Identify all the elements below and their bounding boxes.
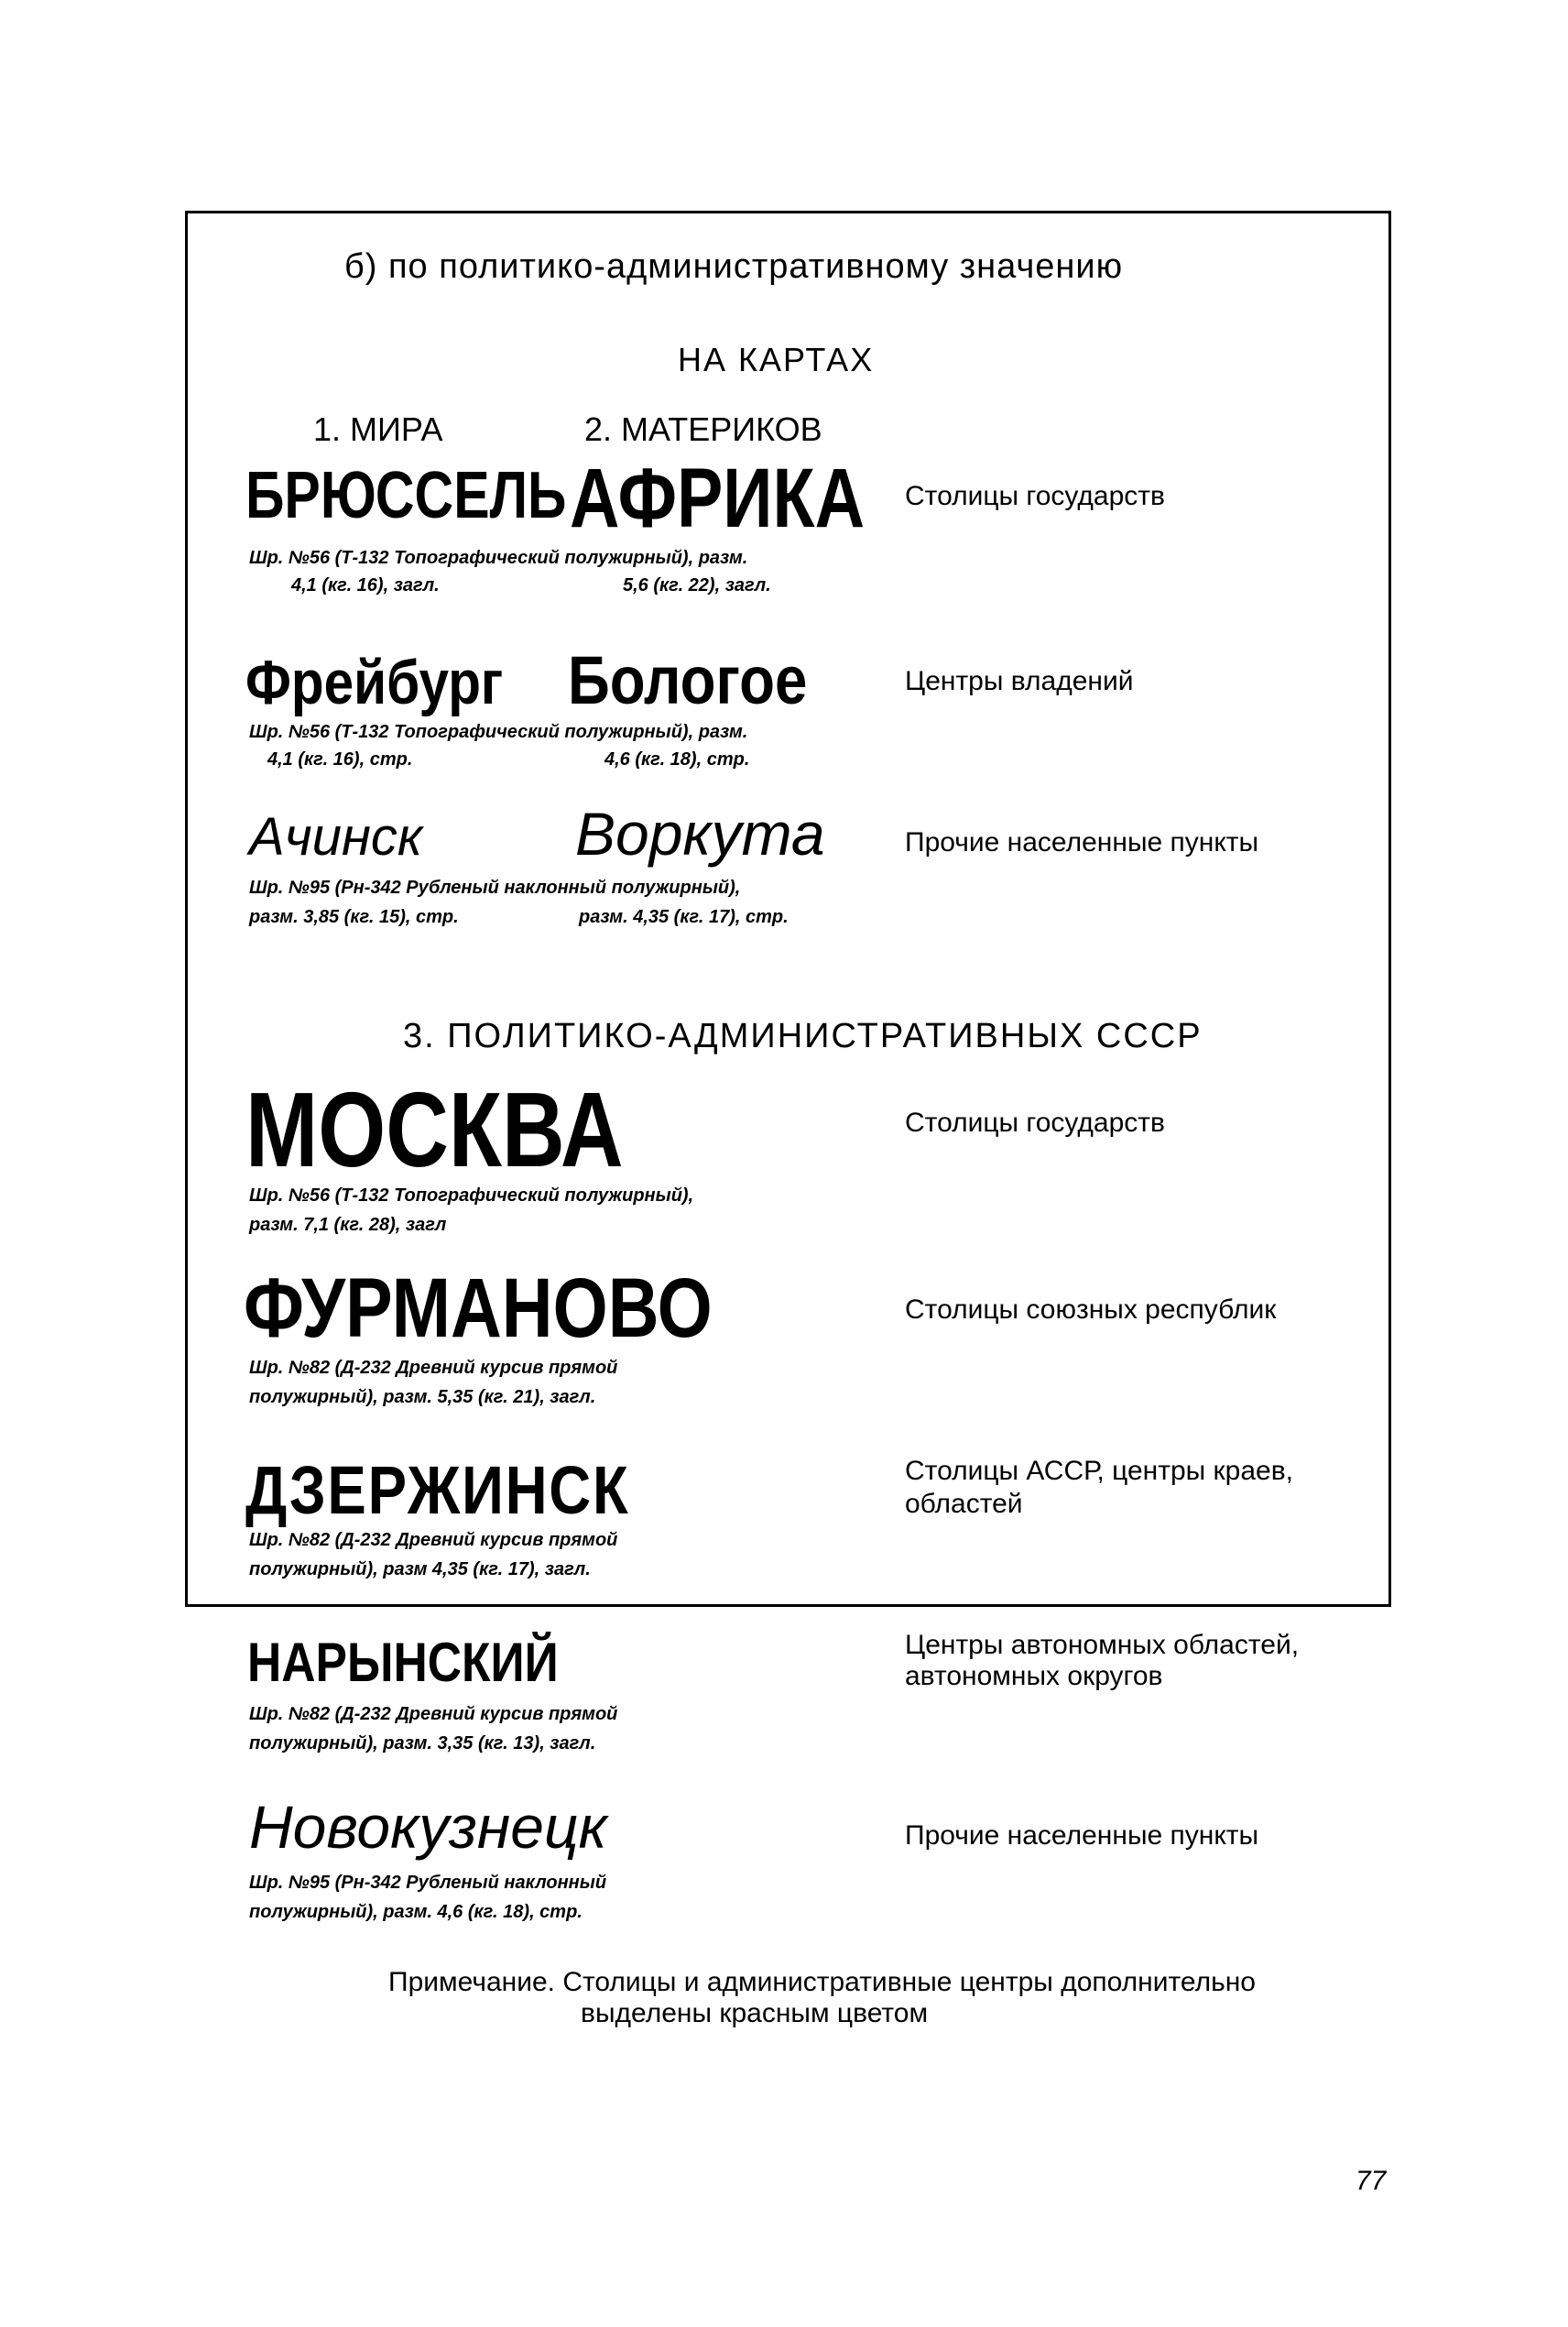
spec-world-row-3-b: разм. 4,35 (кг. 17), стр.	[579, 907, 789, 927]
section-title: б) по политико-административному значению	[344, 247, 1124, 286]
desc-world-row-2: Центры владений	[905, 666, 1134, 696]
sample-achinsk: Ачинск	[249, 807, 423, 867]
spec-ussr-row-4-line1: Шр. №82 (Д-232 Древний курсив прямой	[249, 1704, 618, 1724]
sample-furmanovo: ФУРМАНОВО	[244, 1262, 713, 1355]
sample-moskva: МОСКВА	[245, 1070, 624, 1189]
sample-freiburg: Фрейбург	[245, 648, 504, 717]
desc-ussr-row-5: Прочие населенные пункты	[905, 1820, 1259, 1851]
spec-ussr-row-5-line2: полужирный), разм. 4,6 (кг. 18), стр.	[249, 1902, 583, 1922]
sample-narynsky: НАРЫНСКИЙ	[247, 1632, 559, 1693]
ussr-heading: 3. ПОЛИТИКО-АДМИНИСТРАТИВНЫХ СССР	[403, 1017, 1203, 1055]
sample-vorkuta: Воркута	[575, 800, 825, 868]
desc-ussr-row-3-line2: областей	[905, 1489, 1023, 1519]
desc-ussr-row-1: Столицы государств	[905, 1108, 1165, 1138]
column-heading-world: 1. МИРА	[313, 410, 443, 448]
sample-bryussel: БРЮССЕЛЬ	[245, 459, 567, 532]
desc-ussr-row-4-line1: Центры автономных областей,	[905, 1630, 1300, 1660]
desc-ussr-row-4-line2: автономных округов	[905, 1661, 1163, 1691]
spec-world-row-2-a: 4,1 (кг. 16), стр.	[267, 749, 413, 770]
spec-ussr-row-3-line1: Шр. №82 (Д-232 Древний курсив прямой	[249, 1530, 618, 1550]
spec-ussr-row-2-line2: полужирный), разм. 5,35 (кг. 21), загл.	[249, 1387, 596, 1407]
sample-bologoe: Бологое	[568, 642, 808, 718]
desc-world-row-1: Столицы государств	[905, 481, 1165, 511]
spec-world-row-2: Шр. №56 (Т-132 Топографический полужирный), разм.	[249, 722, 748, 742]
spec-world-row-1-a: 4,1 (кг. 16), загл.	[291, 575, 440, 595]
spec-ussr-row-4-line2: полужирный), разм. 3,35 (кг. 13), загл.	[249, 1733, 596, 1753]
spec-ussr-row-3-line2: полужирный), разм 4,35 (кг. 17), загл.	[249, 1559, 591, 1579]
column-heading-continents: 2. МАТЕРИКОВ	[584, 410, 822, 448]
on-maps-heading: НА КАРТАХ	[678, 341, 875, 378]
spec-ussr-row-5-line1: Шр. №95 (Рн-342 Рубленый наклонный	[249, 1873, 607, 1893]
spec-world-row-3: Шр. №95 (Рн-342 Рубленый наклонный полужирный),	[249, 878, 741, 898]
note-line-2: выделены красным цветом	[581, 1998, 929, 2028]
spec-world-row-1-b: 5,6 (кг. 22), загл.	[623, 575, 771, 595]
spec-world-row-1: Шр. №56 (Т-132 Топографический полужирный), разм.	[249, 548, 748, 568]
spec-world-row-3-a: разм. 3,85 (кг. 15), стр.	[249, 907, 459, 927]
desc-ussr-row-3-line1: Столицы АССР, центры краев,	[905, 1456, 1293, 1486]
sample-novokuznetsk: Новокузнецк	[249, 1793, 607, 1861]
desc-world-row-3: Прочие населенные пункты	[905, 827, 1259, 858]
spec-ussr-row-2-line1: Шр. №82 (Д-232 Древний курсив прямой	[249, 1358, 618, 1378]
spec-world-row-2-b: 4,6 (кг. 18), стр.	[604, 749, 750, 770]
sample-dzerzhinsk: ДЗЕРЖИНСК	[245, 1452, 630, 1528]
spec-ussr-row-1-line1: Шр. №56 (Т-132 Топографический полужирный),	[249, 1185, 694, 1206]
spec-ussr-row-1-line2: разм. 7,1 (кг. 28), загл	[249, 1215, 447, 1235]
sample-afrika: АФРИКА	[570, 452, 866, 545]
desc-ussr-row-2: Столицы союзных республик	[905, 1295, 1277, 1325]
note-line-1-visible: Примечание. Столицы и административные центры дополнительно	[388, 1967, 1256, 1997]
page-number: 77	[1356, 2166, 1387, 2196]
